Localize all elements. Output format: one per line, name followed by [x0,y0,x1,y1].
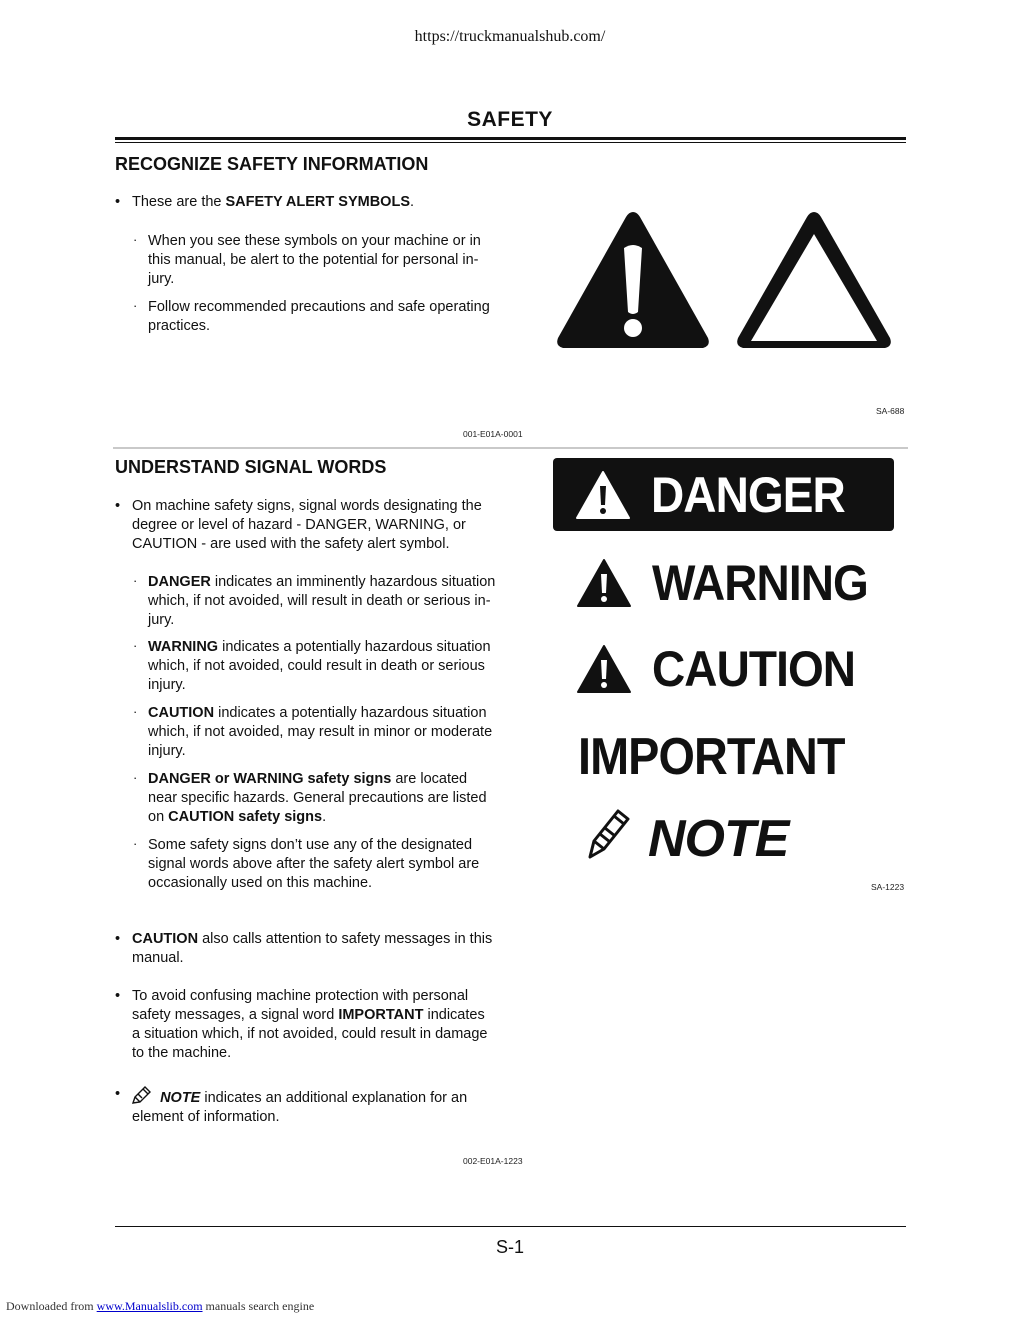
bullet-important: • To avoid confusing machine protection with personal safety messages, a signal word IMPORTANT indicates a situation which, if not avoided, could result in damage to the machine. [115,988,488,1061]
section-title-recognize: RECOGNIZE SAFETY INFORMATION [115,154,429,174]
sub-bullet-dot: · [133,232,138,247]
alert-triangle-icon-warning [576,558,632,608]
title-rule-thin [115,142,906,143]
page-title: SAFETY [467,108,553,131]
title-rule-thick [115,137,906,140]
alert-triangle-outline-icon [733,208,895,352]
bullet-signal-words-intro: • On machine safety signs, signal words designating the degree or level of hazard - DANGER, WARNING, or CAUTION - are used with the safety alert symbol. [115,498,482,552]
doc-ref-001: 001-E01A-0001 [463,429,523,439]
source-url: https://truckmanualshub.com/ [414,28,606,45]
footer-rule [115,1226,906,1227]
alert-triangle-icon-danger [575,470,631,520]
sub-item-danger: · DANGER indicates an imminently hazardous situation which, if not avoided, will result in death or serious in- jury. [133,573,496,628]
danger-word: DANGER [651,467,845,523]
section-divider [113,447,908,449]
sub-bullet-dot: · [133,638,138,653]
doc-ref-002: 002-E01A-1223 [463,1156,523,1166]
bullet-safety-alert-symbols: • These are the SAFETY ALERT SYMBOLS. [115,194,415,210]
section-title-signal-words: UNDERSTAND SIGNAL WORDS [115,457,387,477]
warning-word: WARNING [652,555,868,611]
bullet-caution-attention: • CAUTION also calls attention to safety messages in this manual. [115,931,493,966]
sub-item-precautions: · Follow recommended precautions and safe operating practices. [133,298,490,334]
figure-ref-sa1223: SA-1223 [871,882,905,892]
bullet-dot: • [115,498,121,514]
sub-bullet-dot: · [133,836,138,851]
bullet-dot: • [115,931,121,947]
bullet-dot: • [115,988,121,1004]
sub-bullet-dot: · [133,298,138,313]
danger-sign [553,458,894,531]
pencil-note-icon [130,1085,152,1105]
sub-item-safety-signs: · DANGER or WARNING safety signs are located near specific hazards. General precautions are listed on CAUTION safety signs. [133,770,487,825]
bullet-dot: • [115,194,121,210]
sub-item-some-signs: · Some safety signs don’t use any of the designated signal words above after the safety alert symbol are occasionally used on this machine. [133,836,480,891]
figure-ref-sa688: SA-688 [876,406,905,416]
sub-item-warning: · WARNING indicates a potentially hazardous situation which, if not avoided, could result in death or serious injury. [133,638,491,693]
sub-bullet-dot: · [133,770,138,785]
page-number: S-1 [495,1237,524,1257]
bullet-note: • NOTE indicates an additional explanation for an element of information. [115,1086,468,1125]
bullet-dot: • [115,1086,121,1102]
alert-triangle-solid-icon [553,208,713,352]
note-word: NOTE [648,810,789,868]
caution-word: CAUTION [652,641,856,697]
manualslib-link[interactable]: www.Manualslib.com [96,1299,203,1313]
important-word: IMPORTANT [578,728,845,786]
sub-bullet-dot: · [133,704,138,719]
sub-item-caution: · CAUTION indicates a potentially hazardous situation which, if not avoided, may result in minor or moderate injury. [133,704,493,759]
sub-item-symbols-alert: · When you see these symbols on your machine or in this manual, be alert to the potential for personal in- jury. [133,232,481,287]
sub-bullet-dot: · [133,573,138,588]
pencil-note-icon-large [584,805,630,861]
download-notice: Downloaded from www.Manualslib.com manuals search engine [6,1299,315,1313]
alert-triangle-icon-caution [576,644,632,694]
